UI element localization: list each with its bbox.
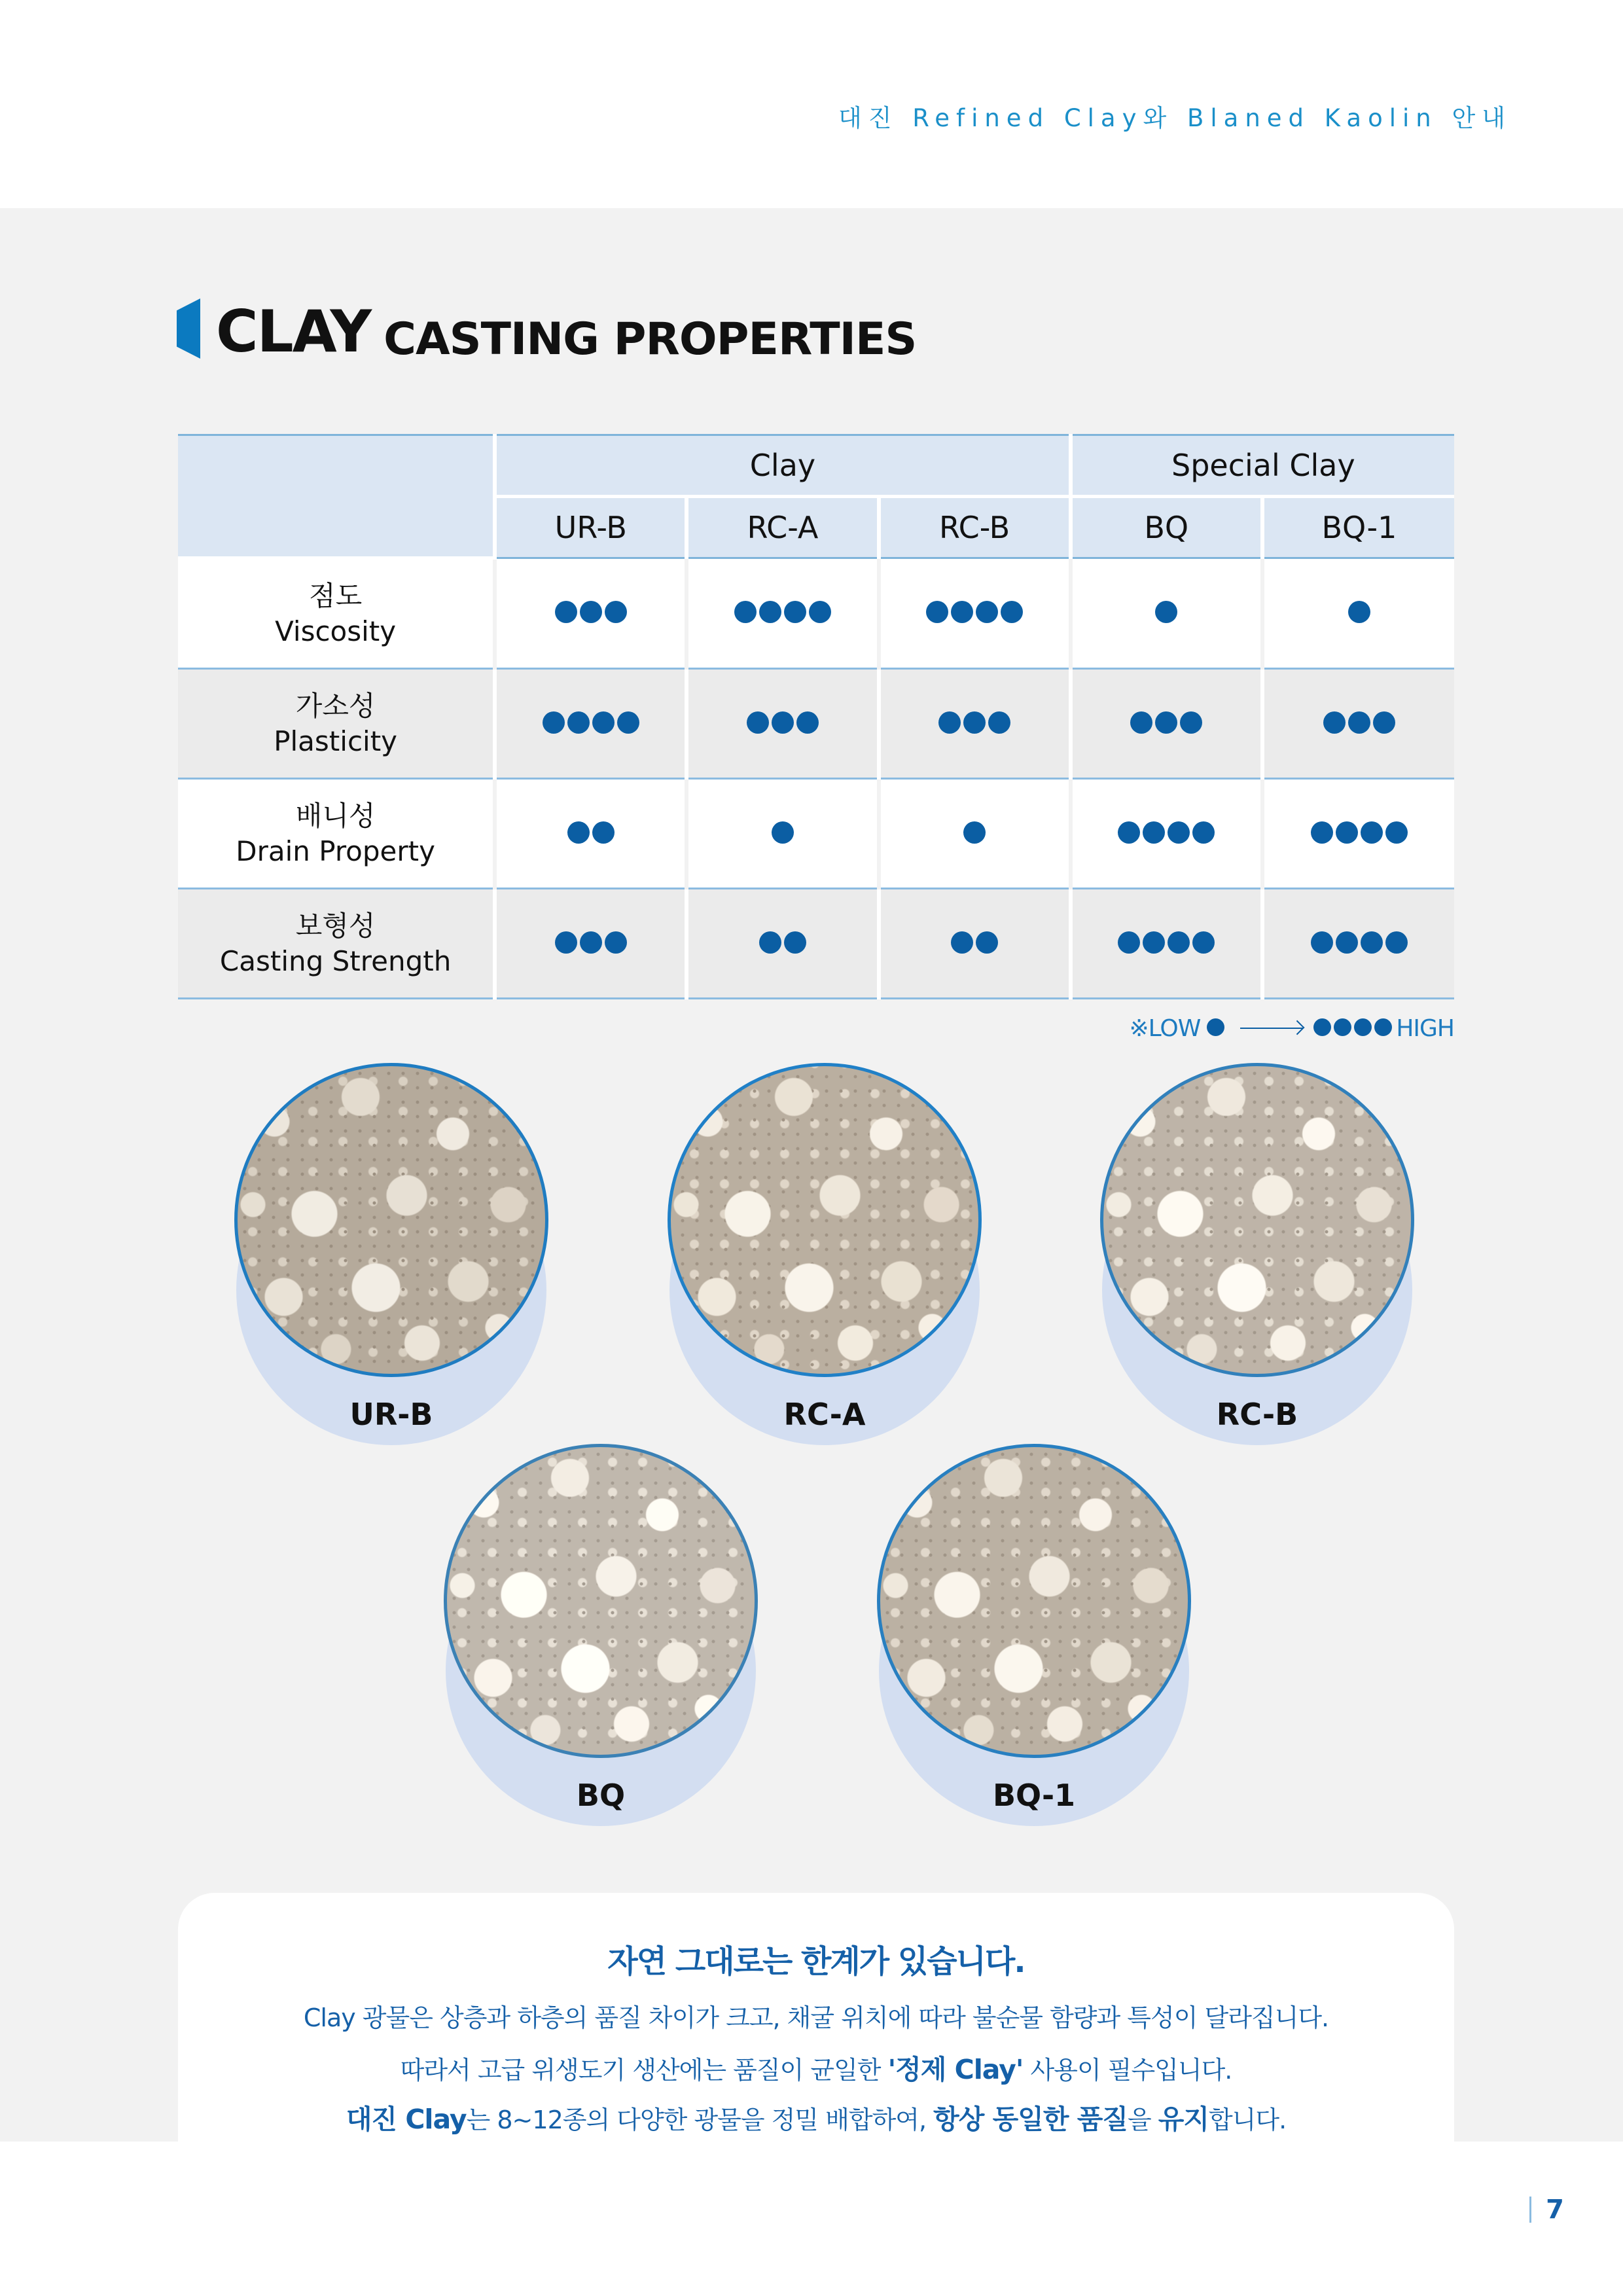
rating-cell [495,669,687,779]
title-main: CLAY [216,298,371,365]
property-label-en: Viscosity [275,615,397,647]
title-sub: CASTING PROPERTIES [383,314,917,365]
rating-dot-icon [1130,711,1152,734]
rating-dot-icon [976,601,998,623]
rating-dot-icon [555,931,577,954]
rating-dots [543,711,639,734]
rating-dot-icon [592,821,615,844]
property-label [178,558,495,669]
rating-dot-icon [734,601,757,623]
rating-dots [1155,601,1177,623]
legend-prefix: ※ [1129,1014,1149,1042]
rating-dot-icon [1311,931,1333,954]
property-label-ko: 가소성 [295,689,376,722]
property-label [178,779,495,889]
rating-cell [687,558,878,669]
rating-dots [951,931,998,954]
message-box [178,1893,1454,2142]
sample-label: RC-B [1216,1397,1298,1432]
rating-dot-icon [1336,931,1358,954]
page-number: 7 [1529,2197,1564,2223]
table-row [178,779,1454,889]
rating-cell [1262,889,1454,999]
rating-dots [926,601,1023,623]
rating-dots [555,931,627,954]
rating-dot-icon [580,931,602,954]
message-emphasis: 대진 Clay [346,2104,467,2135]
rating-dot-icon [951,931,973,954]
legend-dot-icon [1374,1018,1392,1036]
rating-dot-icon [1192,931,1215,954]
sample-bq [444,1444,758,1830]
rating-cell [687,669,878,779]
table-row [178,669,1454,779]
rating-dot-icon [1118,821,1140,844]
rating-dots [1348,601,1370,623]
rating-dot-icon [580,601,602,623]
message-text: 따라서 고급 위생도기 생산에는 품질이 균일한 [400,2056,888,2085]
rating-dot-icon [759,931,781,954]
rating-cell [687,779,878,889]
rating-cell [495,558,687,669]
property-label-ko: 배니성 [295,799,376,832]
rating-cell [1262,558,1454,669]
properties-table [178,434,1454,999]
sample-label: UR-B [349,1397,433,1432]
property-label-ko: 보형성 [295,909,376,942]
sample-rc-b [1100,1063,1414,1449]
rating-dot-icon [1348,711,1370,734]
rating-cell [1262,669,1454,779]
rating-dot-icon [1155,601,1177,623]
rating-dot-icon [1143,821,1165,844]
property-label [178,889,495,999]
rating-dot-icon [1361,821,1383,844]
rating-dot-icon [1180,711,1202,734]
rating-dots [1118,821,1215,844]
legend-dot-icon [1354,1018,1372,1036]
document-header: 대진 Refined Clay와 Blaned Kaolin 안내 [838,104,1512,132]
message-text: 합니다. [1208,2106,1287,2134]
rating-dot-icon [951,601,973,623]
rating-dot-icon [1323,711,1346,734]
rating-dot-icon [617,711,639,734]
rating-dot-icon [1143,931,1165,954]
property-label [178,669,495,779]
rating-dot-icon [1192,821,1215,844]
sample-label: RC-A [783,1397,866,1432]
rating-cell [495,779,687,889]
clay-sample-photo [444,1444,758,1758]
rating-dot-icon [772,821,794,844]
column-header: RC-B [879,497,1071,558]
sample-label: BQ [576,1778,626,1813]
sample-ur-b [234,1063,548,1449]
rating-dot-icon [747,711,769,734]
rating-dot-icon [772,711,794,734]
rating-dot-icon [963,821,986,844]
sample-bq-1 [877,1444,1191,1830]
rating-cell [879,889,1071,999]
rating-cell [1262,779,1454,889]
rating-dot-icon [605,931,627,954]
group-header-clay: Clay [495,435,1070,497]
property-label-ko: 점도 [309,579,363,612]
rating-cell [1071,558,1262,669]
message-text: 는 8~12종의 다양한 광물을 정밀 배합하여, [466,2106,934,2134]
rating-dot-icon [976,931,998,954]
rating-dots [963,821,986,844]
rating-dot-icon [1118,931,1140,954]
message-text: 사용이 필수입니다. [1023,2056,1232,2085]
rating-dots [567,821,615,844]
column-header: BQ-1 [1262,497,1454,558]
rating-dot-icon [1373,711,1395,734]
rating-dot-icon [567,821,590,844]
rating-dot-icon [963,711,986,734]
clay-sample-photo [877,1444,1191,1758]
column-header: BQ [1071,497,1262,558]
rating-dot-icon [988,711,1010,734]
sample-label: BQ-1 [992,1778,1076,1813]
legend-dot-icon [1207,1018,1224,1036]
rating-dots [772,821,794,844]
message-line-1: Clay 광물은 상층과 하층의 품질 차이가 크고, 채굴 위치에 따라 불순물 함량과 특성이 달라집니다. [303,2003,1329,2032]
legend-high-dots [1312,1015,1393,1042]
rating-cell [1071,779,1262,889]
rating-cell [879,779,1071,889]
message-emphasis: '정제 Clay' [887,2054,1024,2085]
column-header: UR-B [495,497,687,558]
rating-dot-icon [555,601,577,623]
rating-dot-icon [796,711,819,734]
rating-dots [759,931,806,954]
rating-dots [1118,931,1215,954]
rating-cell [879,558,1071,669]
rating-dot-icon [592,711,615,734]
property-label-en: Casting Strength [219,944,452,977]
message-emphasis: 유지 [1158,2104,1209,2135]
rating-dot-icon [784,601,806,623]
rating-dots [747,711,819,734]
rating-dot-icon [543,711,565,734]
property-label-en: Drain Property [236,834,435,867]
legend-high-label: HIGH [1396,1014,1454,1042]
rating-dots [1130,711,1202,734]
table-row [178,558,1454,669]
rating-cell [1071,889,1262,999]
rating-dots [1311,821,1408,844]
sample-rc-a [668,1063,982,1449]
rating-dot-icon [1385,821,1408,844]
rating-dot-icon [1348,601,1370,623]
clay-sample-photo [234,1063,548,1377]
rating-dot-icon [1361,931,1383,954]
rating-cell [687,889,878,999]
rating-dot-icon [1385,931,1408,954]
arrow-right-icon [1240,1028,1303,1029]
rating-dots [1323,711,1395,734]
rating-dot-icon [605,601,627,623]
rating-dots [734,601,831,623]
legend-low-label: LOW [1148,1014,1201,1042]
rating-dots [938,711,1010,734]
rating-dot-icon [1168,821,1190,844]
rating-dot-icon [567,711,590,734]
property-label-en: Plasticity [274,725,398,757]
rating-cell [879,669,1071,779]
message-line-3 [178,2098,1454,2136]
group-header-special-clay: Special Clay [1071,435,1454,497]
rating-dot-icon [1001,601,1023,623]
table-group-header-row [178,435,1454,497]
rating-dot-icon [926,601,948,623]
table-corner-cell [178,435,495,558]
message-emphasis: 항상 동일한 품질 [933,2104,1128,2135]
rating-dot-icon [1336,821,1358,844]
section-title [216,293,916,365]
legend-dot-icon [1313,1018,1331,1036]
message-line-2 [178,2048,1454,2087]
message-text: 을 [1127,2106,1158,2134]
rating-dot-icon [1168,931,1190,954]
rating-legend [1129,1012,1454,1045]
legend-dot-icon [1334,1018,1351,1036]
rating-cell [495,889,687,999]
column-header: RC-A [687,497,878,558]
rating-cell [1071,669,1262,779]
rating-dots [555,601,627,623]
rating-dot-icon [759,601,781,623]
legend-low-dots [1205,1015,1226,1042]
table-row [178,889,1454,999]
clay-sample-photo [1100,1063,1414,1377]
rating-dot-icon [938,711,961,734]
rating-dot-icon [809,601,831,623]
rating-dot-icon [784,931,806,954]
rating-dots [1311,931,1408,954]
rating-dot-icon [1311,821,1333,844]
message-headline: 자연 그대로는 한계가 있습니다. [607,1943,1025,1980]
clay-sample-photo [668,1063,982,1377]
rating-dot-icon [1155,711,1177,734]
